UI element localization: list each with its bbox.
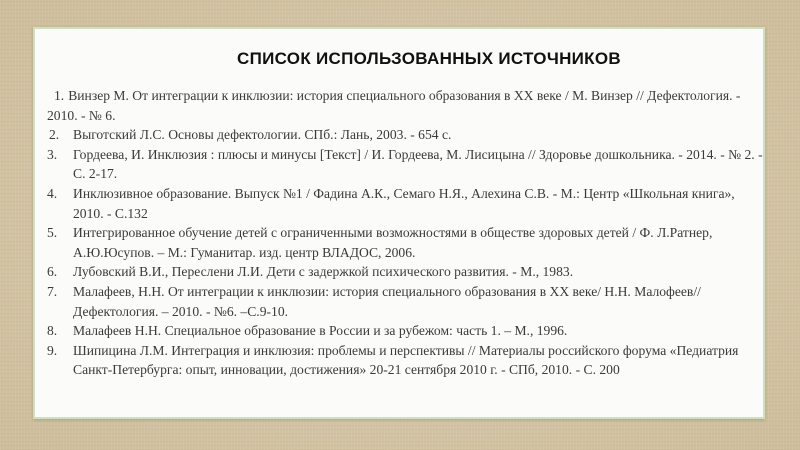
reference-number: 5. <box>47 225 58 241</box>
reference-number: 2. <box>49 127 60 143</box>
reference-number: 9. <box>47 342 58 358</box>
reference-number: 8. <box>47 323 58 339</box>
reference-item <box>47 341 763 380</box>
reference-item <box>47 282 763 321</box>
reference-item <box>47 321 763 341</box>
reference-item <box>47 145 763 184</box>
reference-item <box>47 86 763 125</box>
reference-text: Выготский Л.С. Основы дефектологии. СПб.: Лань, 2003. - 654 с. <box>73 127 452 143</box>
slide-title: СПИСОК ИСПОЛЬЗОВАННЫХ ИСТОЧНИКОВ <box>237 49 621 68</box>
reference-number: 6. <box>47 264 58 280</box>
reference-item <box>47 125 763 145</box>
reference-number: 4. <box>47 185 58 201</box>
reference-number: 1. <box>54 88 65 103</box>
reference-text: Лубовский В.И., Переслени Л.И. Дети с задержкой психического развития. - М., 1983. <box>73 264 574 280</box>
reference-text: Винзер М. От интеграции к инклюзии: история специального образования в XX веке / М. Винзер // Дефектология. - 2010. - № 6. <box>47 88 741 123</box>
reference-text: Шипицина Л.М. Интеграция и инклюзия: проблемы и перспективы // Материалы российского форума «Педиатрия Санкт-Петербурга: опыт, инновации, достижения» 20-21 сентября 2010 г. - СПб, 2010. - С. 200 <box>73 342 739 378</box>
reference-item <box>47 262 763 282</box>
reference-text: Гордеева, И. Инклюзия : плюсы и минусы [Текст] / И. Гордеева, М. Лисицына // Здоровье дошкольника. - 2014. - № 2. - С. 2-17. <box>73 146 763 182</box>
reference-item <box>47 223 763 262</box>
reference-text: Малафеев, Н.Н. От интеграции к инклюзии: история специального образования в XX веке/ Н.Н. Малофеев// Дефектология. – 2010. - №6. –С.9-10. <box>73 283 701 319</box>
reference-text: Интегрированное обучение детей с ограниченными возможностями в обществе здоровых детей / Ф. Л.Ратнер, А.Ю.Юсупов. – М.: Гуманитар. изд. центр ВЛАДОС, 2006. <box>73 225 713 260</box>
reference-text: Инклюзивное образование. Выпуск №1 / Фадина А.К., Семаго Н.Я., Алехина С.В. - М.: Центр «Школьная книга», 2010. - С.132 <box>73 185 735 221</box>
reference-list <box>47 86 763 380</box>
reference-item <box>47 184 763 223</box>
reference-text: Малафеев Н.Н. Специальное образование в России и за рубежом: часть 1. – М., 1996. <box>73 323 568 339</box>
slide-frame <box>33 27 765 419</box>
reference-number: 7. <box>47 283 58 299</box>
reference-number: 3. <box>47 146 58 162</box>
